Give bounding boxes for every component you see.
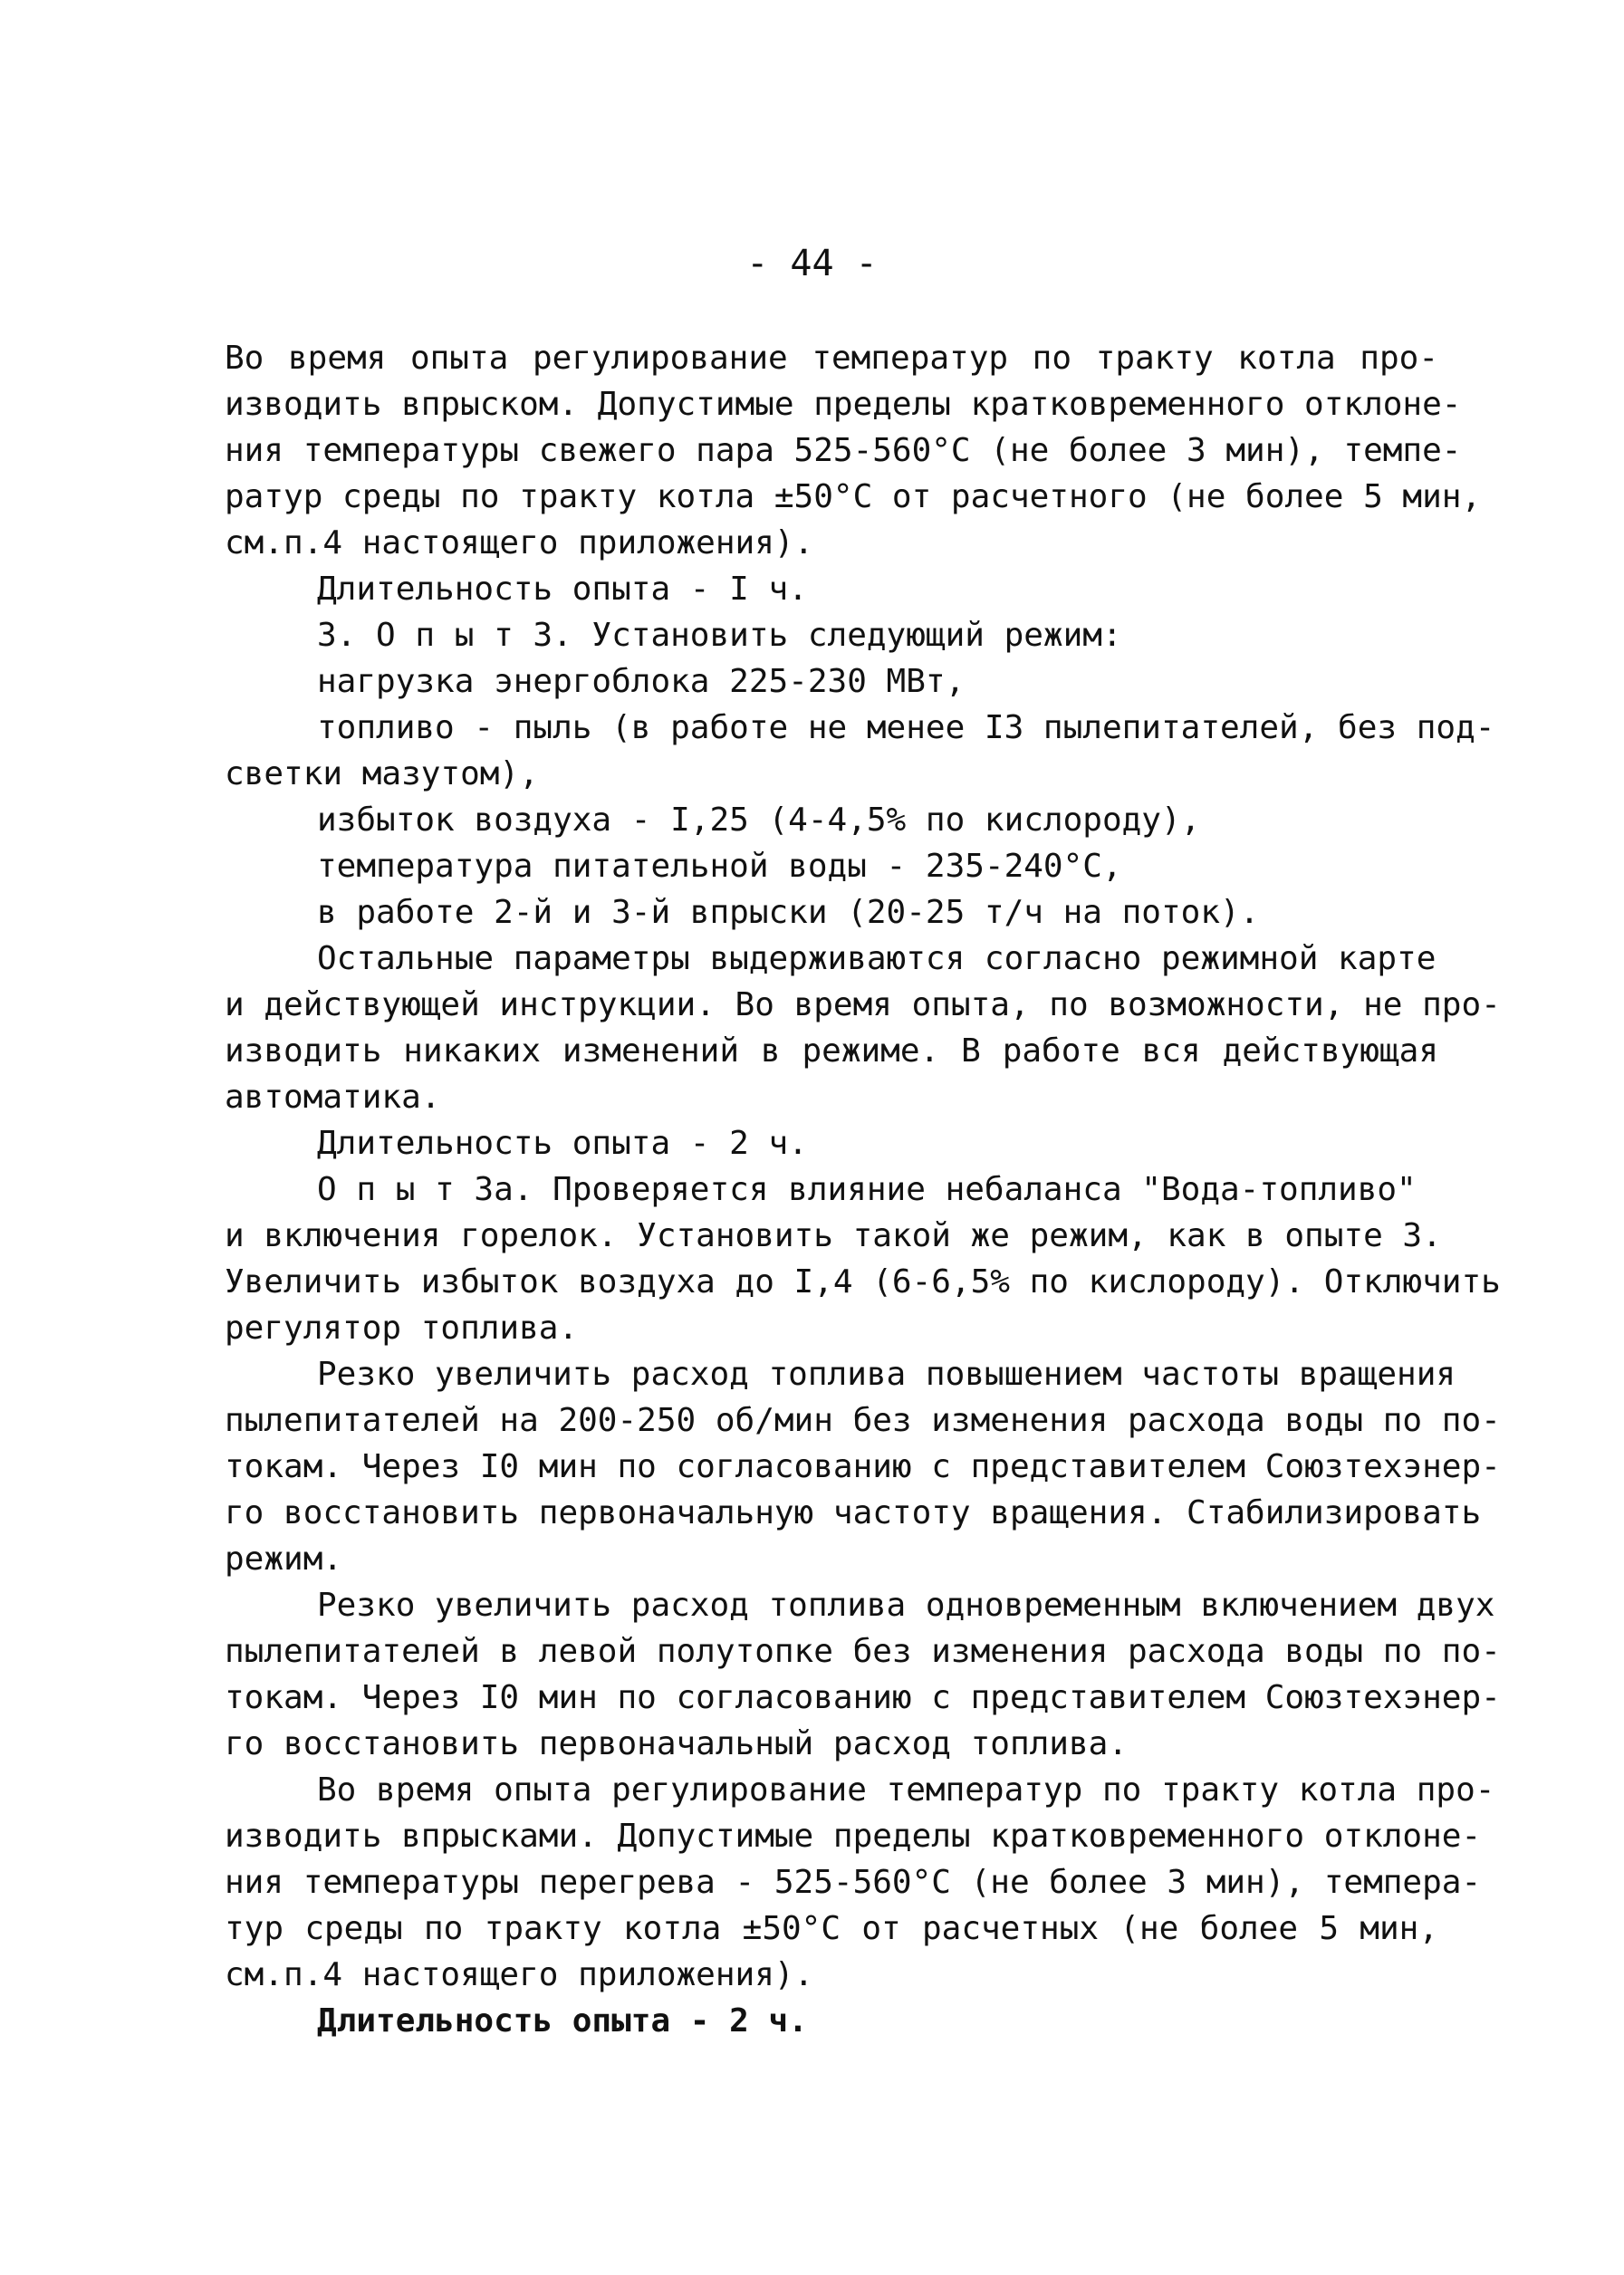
text-line: изводить впрысками. Допустимые пределы кратковременного отклоне- xyxy=(225,1818,1482,1855)
page-number: - 44 - xyxy=(746,243,878,284)
text-line: см.п.4 настоящего приложения). xyxy=(225,524,814,562)
text-line: и действующей инструкции. Во время опыта, по возможности, не про- xyxy=(225,986,1501,1023)
text-line: Резко увеличить расход топлива одновременным включением двух xyxy=(317,1587,1495,1624)
text-line: Длительность опыта - 2 ч. xyxy=(317,1125,808,1162)
text-line: О п ы т 3а. Проверяется влияние небаланса "Вода-топливо" xyxy=(317,1171,1417,1208)
text-line: температура питательной воды - 235-240°C, xyxy=(317,848,1122,885)
text-line: Увеличить избыток воздуха до I,4 (6-6,5% по кислороду). Отключить xyxy=(225,1263,1501,1301)
text-line: изводить никаких изменений в режиме. В работе вся действующая xyxy=(225,1032,1438,1070)
text-line: и включения горелок. Установить такой же режим, как в опыте 3. xyxy=(225,1217,1442,1254)
text-line: го восстановить первоначальный расход топлива. xyxy=(225,1725,1128,1762)
text-line: Во время опыта регулирование температур по тракту котла про- xyxy=(317,1771,1495,1809)
text-line: ния температуры свежего пара 525-560°C (не более 3 мин), темпе- xyxy=(225,432,1462,469)
text-line: автоматика. xyxy=(225,1079,441,1116)
text-line: в работе 2-й и 3-й впрыски (20-25 т/ч на поток). xyxy=(317,894,1260,931)
text-line: топливо - пыль (в работе не менее I3 пылепитателей, без под- xyxy=(317,709,1495,746)
text-line: см.п.4 настоящего приложения). xyxy=(225,1956,814,1993)
text-line: пылепитателей в левой полутопке без изменения расхода воды по по- xyxy=(225,1633,1501,1670)
text-line: Резко увеличить расход топлива повышением частоты вращения xyxy=(317,1356,1456,1393)
text-line: Длительность опыта - 2 ч. xyxy=(317,2002,808,2040)
text-line: ратур среды по тракту котла ±50°C от расчетного (не более 5 мин, xyxy=(225,478,1482,515)
text-line: регулятор топлива. xyxy=(225,1310,579,1347)
text-line: 3. О п ы т 3. Установить следующий режим: xyxy=(317,617,1122,654)
text-line: токам. Через I0 мин по согласованию с представителем Союзтехэнер- xyxy=(225,1679,1501,1716)
text-line: токам. Через I0 мин по согласованию с представителем Союзтехэнер- xyxy=(225,1448,1501,1485)
text-line: Длительность опыта - I ч. xyxy=(317,571,808,608)
text-line: тур среды по тракту котла ±50°C от расчетных (не более 5 мин, xyxy=(225,1910,1438,1947)
text-line: избыток воздуха - I,25 (4-4,5% по кислороду), xyxy=(317,802,1201,839)
text-line: нагрузка энергоблока 225-230 МВт, xyxy=(317,663,966,700)
text-line: режим. xyxy=(225,1541,343,1578)
text-line: изводить впрыском. Допустимые пределы кратковременного отклоне- xyxy=(225,386,1462,423)
text-line: светки мазутом), xyxy=(225,755,539,792)
text-line: Во время опыта регулирование температур по тракту котла про- xyxy=(225,340,1438,377)
text-line: ния температуры перегрева - 525-560°C (не более 3 мин), темпера- xyxy=(225,1864,1482,1901)
text-line: го восстановить первоначальную частоту вращения. Стабилизировать xyxy=(225,1494,1482,1531)
text-line: Остальные параметры выдерживаются согласно режимной карте xyxy=(317,940,1437,977)
text-line: пылепитателей на 200-250 об/мин без изменения расхода воды по по- xyxy=(225,1402,1501,1439)
